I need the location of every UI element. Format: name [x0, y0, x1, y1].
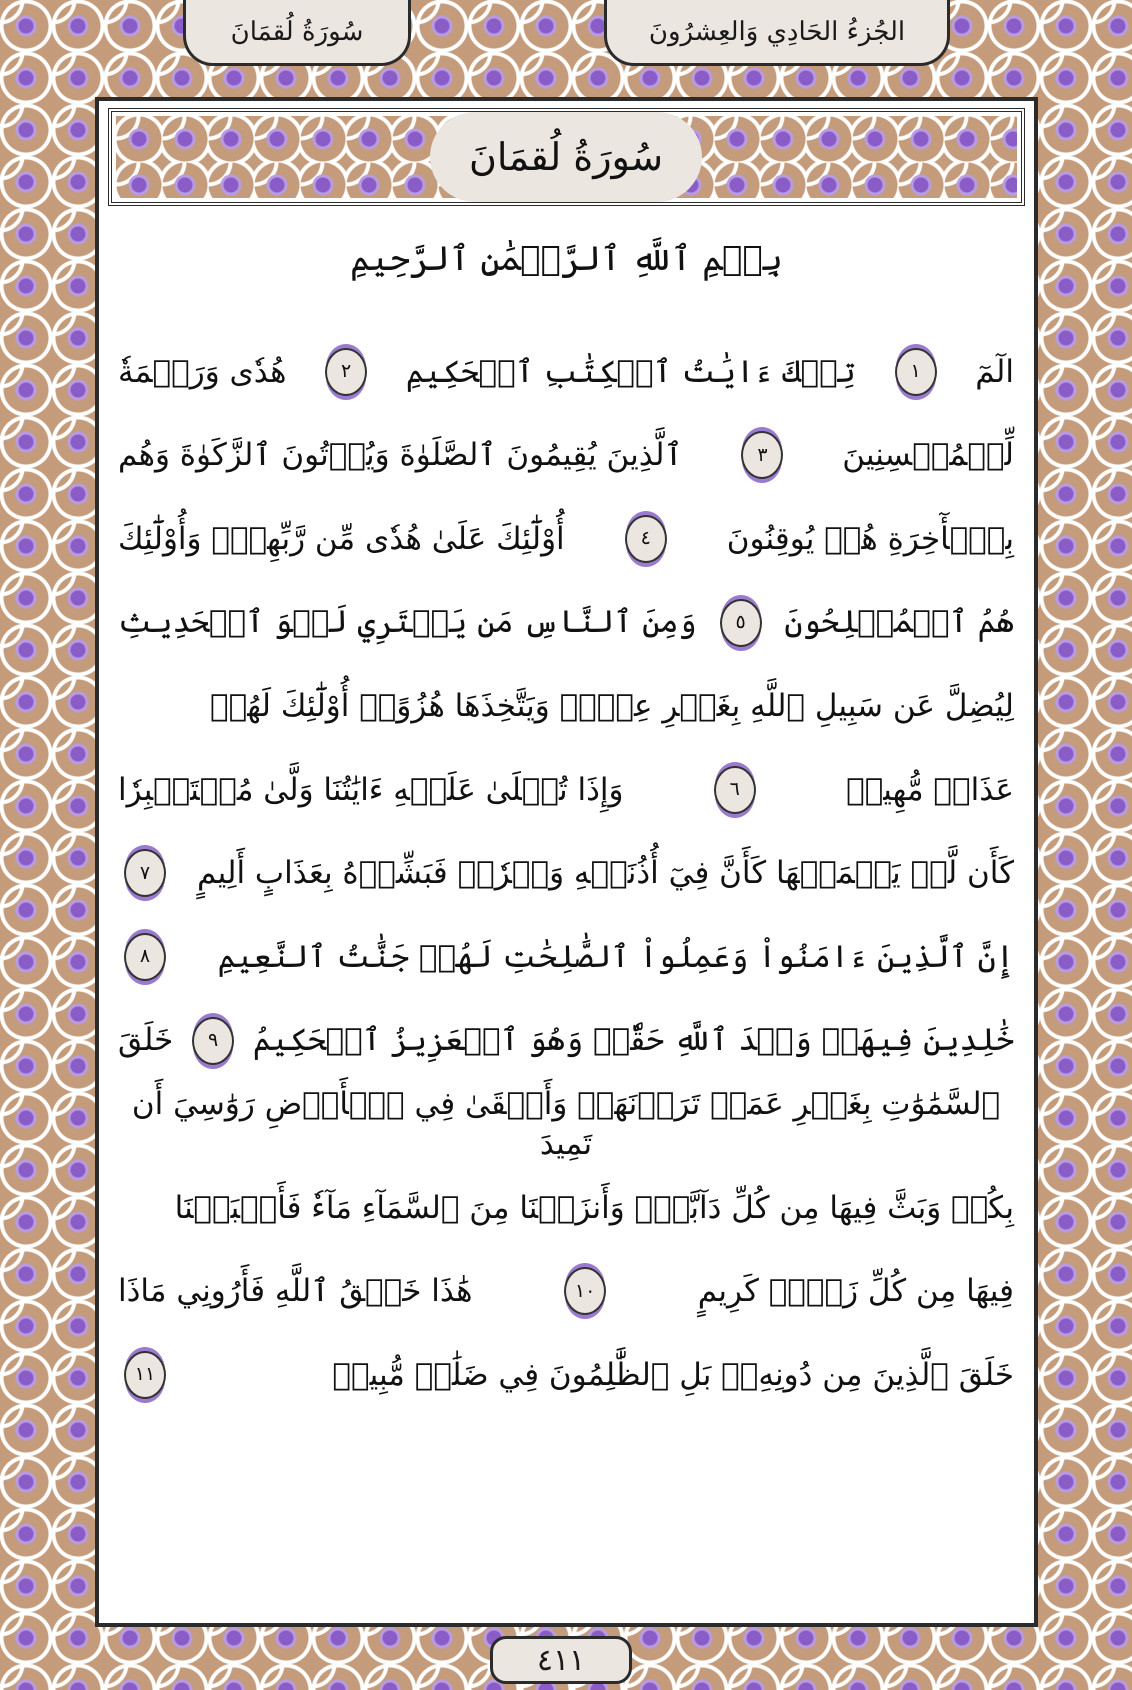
surah-label: سُورَةُ لُقمَانَ [183, 0, 411, 66]
verse-segment: هَٰذَا خَلۡقُ ٱللَّهِ فَأَرُونِي مَاذَا [118, 1273, 473, 1310]
verse-segment: لِيُضِلَّ عَن سَبِيلِ ٱللَّهِ بِغَيۡرِ عِلۡمٖ وَيَتَّخِذَهَا هُزُوًاۚ أُوْلَٰٓئِكَ لَهُمۡ [210, 688, 1014, 725]
text-line [118, 1250, 1014, 1334]
ayah-marker: ٥ [720, 599, 762, 647]
ayah-marker: ٩ [192, 1017, 234, 1065]
ayah-marker: ٣ [741, 431, 783, 479]
verse-segment: بِٱلۡأٓخِرَةِ هُمۡ يُوقِنُونَ [726, 520, 1014, 557]
verse-segment: وَإِذَا تُتۡلَىٰ عَلَيۡهِ ءَايَٰتُنَا وَلَّىٰ مُسۡتَكۡبِرٗا [118, 771, 624, 808]
text-line [118, 664, 1014, 748]
verse-segment: هُدٗى وَرَحۡمَةٗ [118, 353, 287, 390]
page-number: ٤١١ [490, 1636, 632, 1684]
ayah-marker: ١ [895, 348, 937, 396]
text-line [118, 414, 1014, 498]
verse-segment: فِيهَا مِن كُلِّ زَوۡجٖ كَرِيمٍ [697, 1273, 1014, 1310]
verse-segment: خَٰلِدِينَ فِيهَاۖ وَعۡدَ ٱللَّهِ حَقّٗاۚ وَهُوَ ٱلۡعَزِيزُ ٱلۡحَكِيمُ [252, 1022, 1014, 1059]
juz-label: الجُزءُ الحَادِي وَالعِشرُونَ [604, 0, 950, 66]
verse-segment: بِكُمۡ وَبَثَّ فِيهَا مِن كُلِّ دَآبَّةٖۚ وَأَنزَلۡنَا مِنَ ٱلسَّمَآءِ مَآءٗ فَأَنۢبَتۡنَا [174, 1189, 1014, 1226]
surah-title: سُورَةُ لُقمَانَ [430, 112, 702, 202]
verse-text [118, 330, 1014, 1417]
text-line [118, 748, 1014, 832]
text-line [118, 497, 1014, 581]
verse-segment: هُمُ ٱلۡمُفۡلِحُونَ [784, 604, 1014, 641]
text-line [118, 330, 1014, 414]
ayah-marker: ١١ [124, 1351, 166, 1399]
verse-segment: ٱلَّذِينَ يُقِيمُونَ ٱلصَّلَوٰةَ وَيُؤۡتُونَ ٱلزَّكَوٰةَ وَهُم [118, 437, 683, 474]
verse-segment: ٱلسَّمَٰوَٰتِ بِغَيۡرِ عَمَدٖ تَرَوۡنَهَاۖ وَأَلۡقَىٰ فِي ٱلۡأَرۡضِ رَوَٰسِيَ أَن تَمِيدَ [131, 1085, 1001, 1163]
verse-segment: تِلۡكَ ءَايَٰتُ ٱلۡكِتَٰبِ ٱلۡحَكِيمِ [405, 353, 856, 390]
text-line [118, 1333, 1014, 1417]
verse-segment: خَلَقَ [118, 1022, 174, 1059]
verse-segment: خَلَقَ ٱلَّذِينَ مِن دُونِهِۦۚ بَلِ ٱلظَّٰلِمُونَ فِي ضَلَٰلٖ مُّبِينٖ [332, 1356, 1014, 1393]
ayah-marker: ٧ [124, 849, 166, 897]
text-line [118, 1166, 1014, 1250]
ayah-marker: ١٠ [564, 1267, 606, 1315]
text-line [118, 1082, 1014, 1166]
verse-segment: لِّلۡمُحۡسِنِينَ [842, 437, 1014, 474]
bismillah: بِسۡمِ ٱللَّهِ ٱلرَّحۡمَٰنِ ٱلرَّحِيمِ [350, 239, 783, 279]
ayah-marker: ٤ [625, 515, 667, 563]
ayah-marker: ٨ [124, 933, 166, 981]
verse-segment: أُوْلَٰٓئِكَ عَلَىٰ هُدٗى مِّن رَّبِّهِمۡۖ وَأُوْلَٰٓئِكَ [118, 520, 565, 557]
verse-segment: الٓمٓ [975, 353, 1014, 390]
text-line [118, 915, 1014, 999]
ayah-marker: ٦ [714, 766, 756, 814]
ayah-marker: ٢ [325, 348, 367, 396]
text-line [118, 999, 1014, 1083]
verse-segment: وَمِنَ ٱلنَّاسِ مَن يَشۡتَرِي لَهۡوَ ٱلۡحَدِيثِ [118, 604, 697, 641]
text-line [118, 832, 1014, 916]
verse-segment: عَذَابٞ مُّهِينٞ [846, 771, 1014, 808]
verse-segment: كَأَن لَّمۡ يَسۡمَعۡهَا كَأَنَّ فِيٓ أُذُنَيۡهِ وَقۡرٗاۖ فَبَشِّرۡهُ بِعَذَابٍ أَلِيمٍ [197, 855, 1014, 892]
text-line [118, 581, 1014, 665]
verse-segment: إِنَّ ٱلَّذِينَ ءَامَنُواْ وَعَمِلُواْ ٱلصَّٰلِحَٰتِ لَهُمۡ جَنَّٰتُ ٱلنَّعِيمِ [217, 938, 1014, 975]
